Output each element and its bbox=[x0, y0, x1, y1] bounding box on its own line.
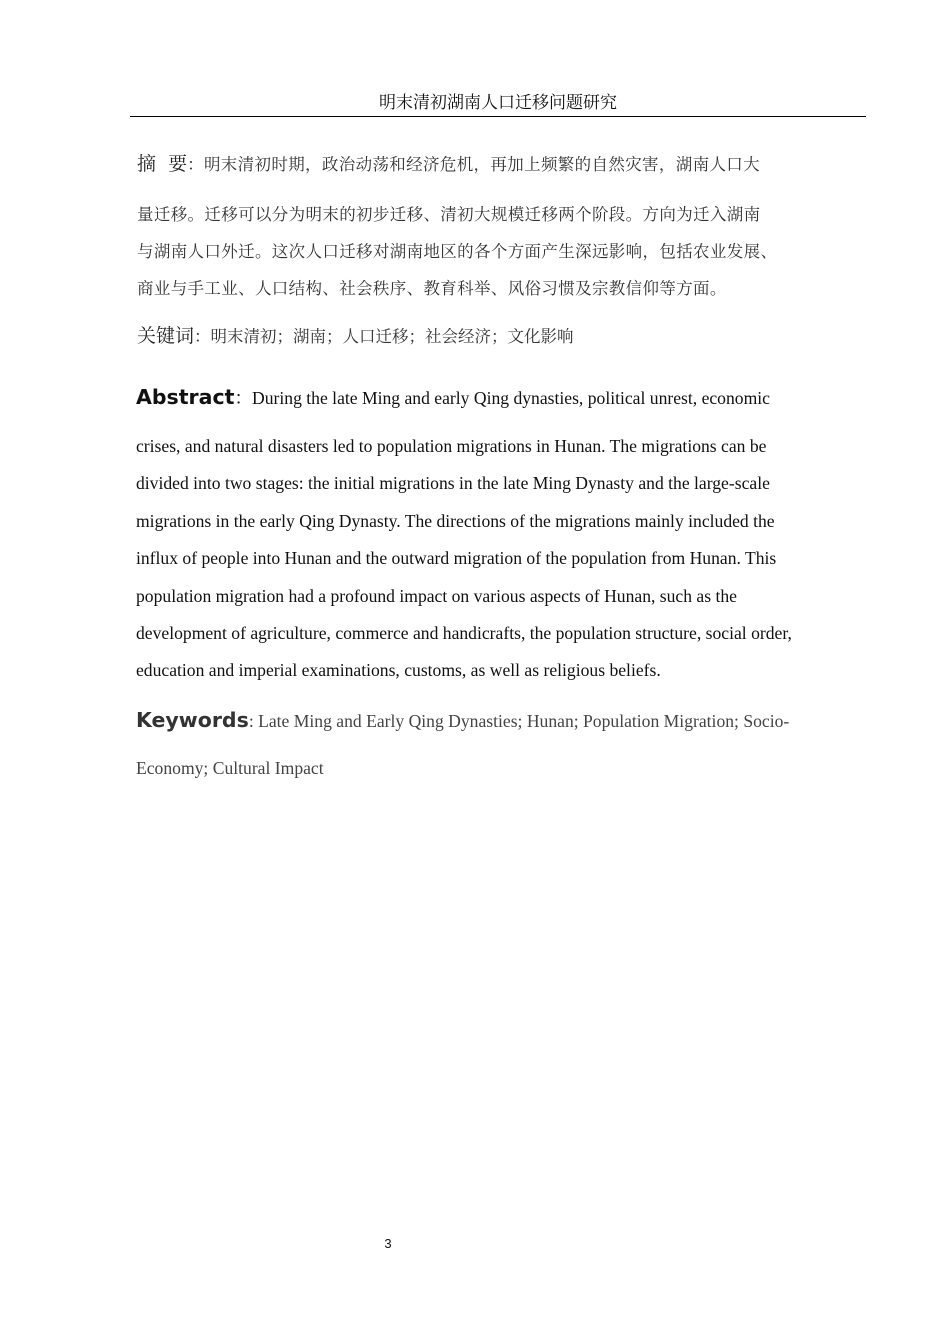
running-header bbox=[130, 92, 866, 117]
english-keywords-colon: : bbox=[248, 711, 254, 731]
english-keywords-line-1 bbox=[136, 703, 871, 751]
chinese-abstract bbox=[137, 148, 872, 307]
header-title: 明末清初湖南人口迁移问题研究 bbox=[379, 93, 617, 113]
chinese-keywords-colon: ： bbox=[194, 327, 211, 346]
chinese-keywords-text: 明末清初；湖南；人口迁移；社会经济；文化影响 bbox=[210, 327, 574, 346]
english-abstract-line-7: development of agriculture, commerce and handicrafts, the population structure, social order, bbox=[136, 623, 792, 644]
page-number: 3 bbox=[384, 1236, 392, 1251]
english-keywords-line-2: Economy; Cultural Impact bbox=[136, 758, 324, 778]
chinese-keywords bbox=[137, 320, 574, 353]
english-keywords-text-1: Late Ming and Early Qing Dynasties; Hunan; Population Migration; Socio- bbox=[253, 711, 790, 731]
english-keywords bbox=[136, 703, 871, 785]
chinese-abstract-text-1: 明末清初时期，政治动荡和经济危机，再加上频繁的自然灾害，湖南人口大 bbox=[203, 155, 761, 174]
english-abstract-line-6: population migration had a profound impact on various aspects of Hunan, such as the bbox=[136, 585, 737, 606]
english-abstract bbox=[136, 380, 871, 690]
chinese-abstract-line-4: 商业与手工业、人口结构、社会秩序、教育科举、风俗习惯及宗教信仰等方面。 bbox=[137, 279, 727, 298]
english-abstract-line-4: migrations in the early Qing Dynasty. The directions of the migrations mainly included the bbox=[136, 510, 775, 531]
chinese-abstract-colon: ： bbox=[187, 155, 204, 174]
english-abstract-line-3: divided into two stages: the initial migrations in the late Ming Dynasty and the large-scale bbox=[136, 473, 770, 494]
english-abstract-label: Abstract bbox=[136, 385, 235, 409]
english-abstract-colon: ： bbox=[234, 388, 253, 408]
english-keywords-label: Keywords bbox=[136, 708, 249, 732]
english-abstract-line-8: education and imperial examinations, customs, as well as religious beliefs. bbox=[136, 660, 661, 681]
chinese-abstract-label: 摘 要 bbox=[137, 153, 188, 175]
english-abstract-line-2: crises, and natural disasters led to population migrations in Hunan. The migrations can be bbox=[136, 436, 767, 456]
chinese-abstract-line-1 bbox=[137, 148, 872, 196]
chinese-abstract-line-2: 量迁移。迁移可以分为明末的初步迁移、清初大规模迁移两个阶段。方向为迁入湖南 bbox=[137, 205, 761, 224]
chinese-abstract-line-3: 与湖南人口外迁。这次人口迁移对湖南地区的各个方面产生深远影响，包括农业发展、 bbox=[137, 242, 778, 261]
english-abstract-text-1: During the late Ming and early Qing dynasties, political unrest, economic bbox=[252, 388, 770, 408]
chinese-keywords-label: 关键词 bbox=[137, 325, 195, 347]
english-abstract-line-1 bbox=[136, 380, 871, 428]
english-abstract-line-5: influx of people into Hunan and the outward migration of the population from Hunan. This bbox=[136, 548, 777, 569]
